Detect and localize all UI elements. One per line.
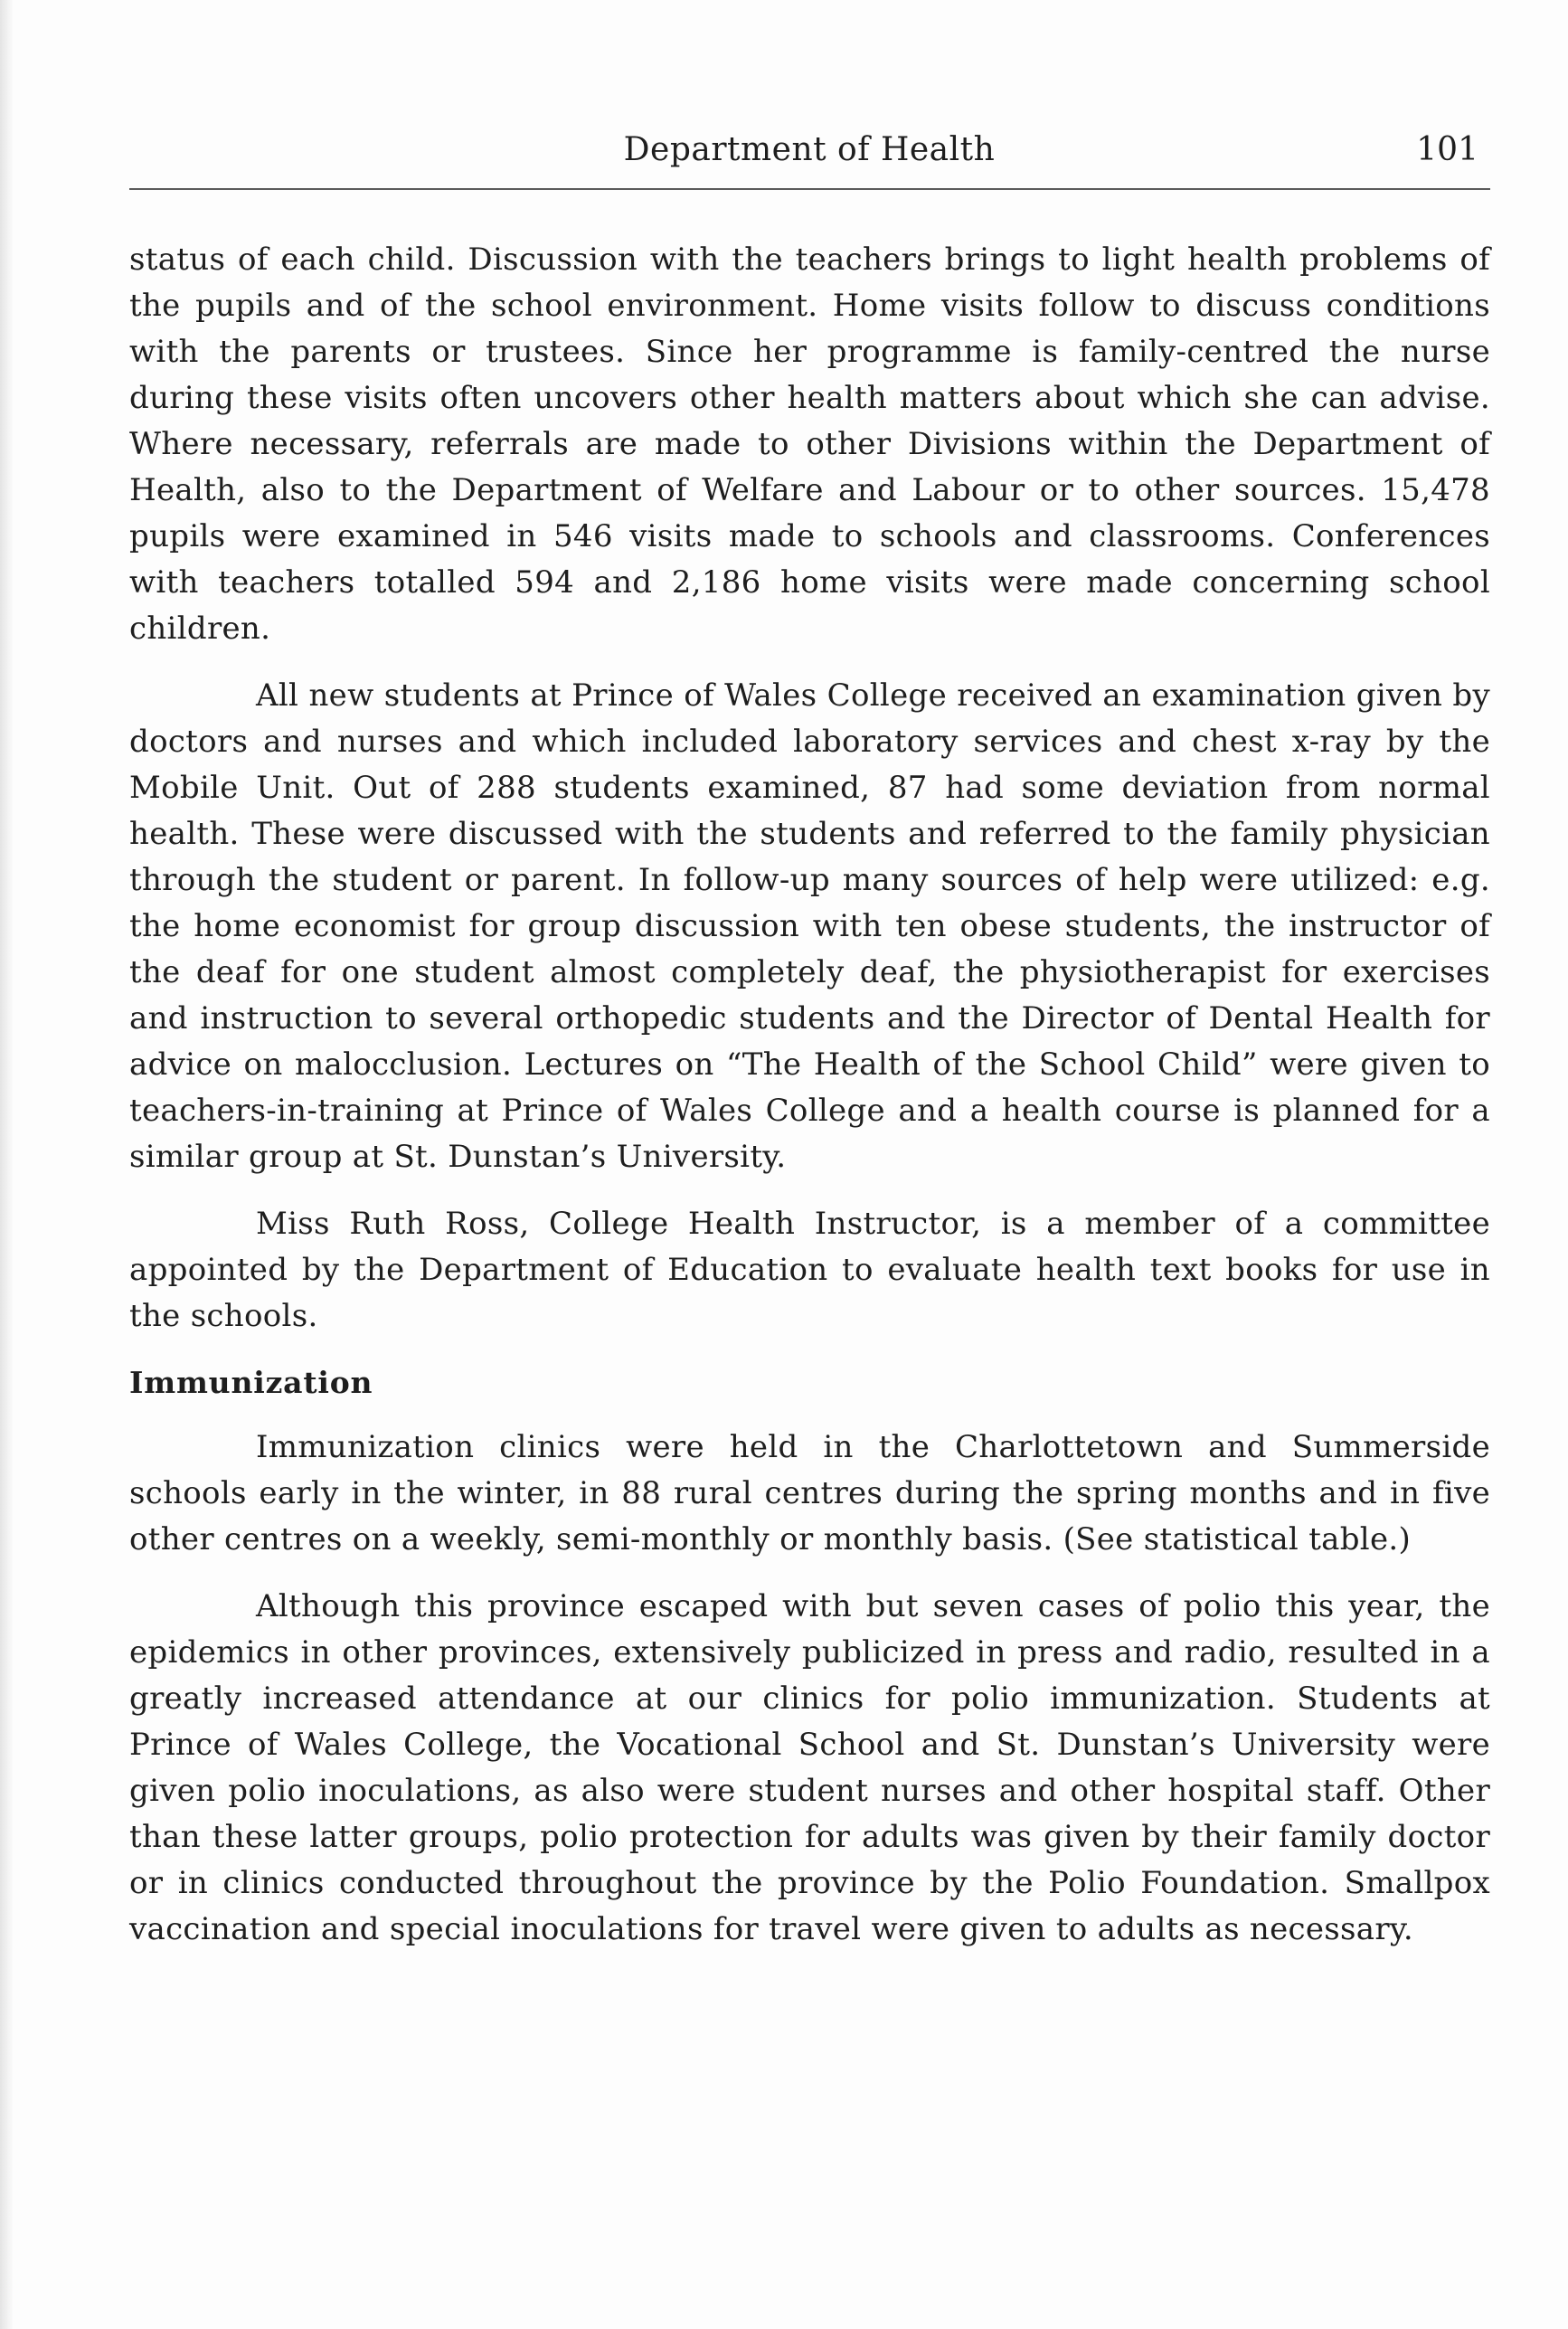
paragraph-immunization-clinics: Immunization clinics were held in the Charlottetown and Summerside schools early in the winter, in 88 rural centres during the spring months and in five other centres on a weekly, semi-monthly or monthly basis. (See statistical table.): [129, 1429, 1490, 1557]
section-heading-immunization: Immunization: [129, 1365, 373, 1400]
paragraph-polio: Although this province escaped with but seven cases of polio this year, the epidemics in other provinces, extensively publicized in press and radio, resulted in a greatly increased attendance at our clinics for polio immunization. Students at Prince of Wales College, the Vocational School and St. Dunstan’s University were given polio inoculations, as also were student nurses and other hospital staff. Other than these latter groups, polio protection for adults was given by their family doctor or in clinics conducted throughout the province by the Polio Foundation. Smallpox vaccination and special inoculations for travel were given to adults as necessary.: [129, 1588, 1490, 1947]
paragraph-college-examinations: All new students at Prince of Wales College received an examination given by doctors and nurses and which included laboratory services and chest x-ray by the Mobile Unit. Out of 288 students examined, 87 had some deviation from normal health. These were discussed with the students and referred to the family physician through the student or parent. In follow-up many sources of help were utilized: e.g. the home economist for group discussion with ten obese students, the instructor of the deaf for one student almost completely deaf, the physiotherapist for exercises and instruction to several orthopedic students and the Director of Dental Health for advice on malocclusion. Lectures on “The Health of the School Child” were given to teachers-in-training at Prince of Wales College and a health course is planned for a similar group at St. Dunstan’s University.: [129, 677, 1490, 1175]
paragraph-health-instructor: Miss Ruth Ross, College Health Instructor, is a member of a committee appointed by the Department of Education to evaluate health text books for use in the schools.: [129, 1206, 1490, 1334]
header-rule: [129, 188, 1490, 190]
body-text: [129, 237, 1490, 1974]
running-header: [131, 127, 1488, 174]
paragraph-school-visits: status of each child. Discussion with the teachers brings to light health problems of the pupils and of the school environment. Home visits follow to discuss conditions with the parents or trustees. Since her programme is family-centred the nurse during these visits often uncovers other health matters about which she can advise. Where necessary, referrals are made to other Divisions within the Department of Health, also to the Department of Welfare and Labour or to other sources. 15,478 pupils were examined in 546 visits made to schools and classrooms. Conferences with teachers totalled 594 and 2,186 home visits were made concerning school children.: [129, 241, 1490, 647]
page-number: 101: [1416, 131, 1478, 168]
running-title: Department of Health: [623, 131, 996, 168]
page-edge-shadow: [0, 0, 13, 2329]
